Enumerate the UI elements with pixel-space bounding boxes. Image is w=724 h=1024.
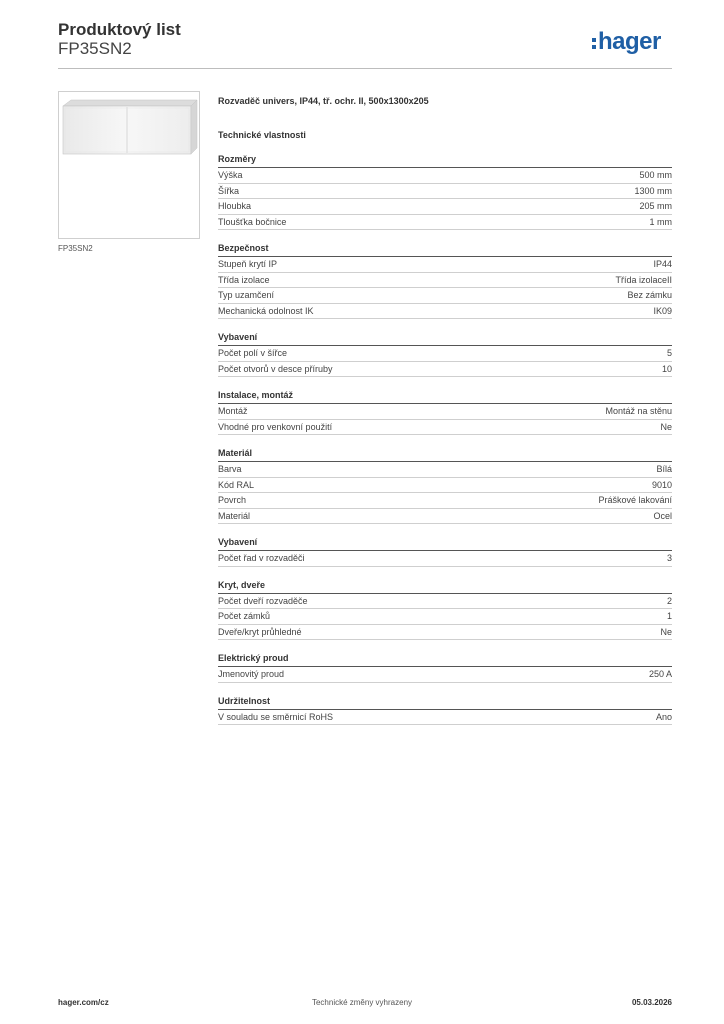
spec-row <box>218 478 672 494</box>
spec-value: 1300 mm <box>634 185 672 196</box>
spec-label: Povrch <box>218 495 247 506</box>
footer-website-link[interactable]: hager.com/cz <box>58 998 109 1007</box>
product-image <box>58 91 200 239</box>
spec-label: Počet otvorů v desce příruby <box>218 363 333 374</box>
spec-row <box>218 199 672 215</box>
spec-value: Ne <box>660 421 672 432</box>
spec-value: 205 mm <box>639 201 672 212</box>
spec-row <box>218 594 672 610</box>
spec-row <box>218 710 672 726</box>
spec-value: Bílá <box>656 464 672 475</box>
spec-row <box>218 667 672 683</box>
spec-value: Třída izolaceII <box>615 274 672 285</box>
section-title: Vybavení <box>218 331 672 346</box>
spec-row <box>218 493 672 509</box>
spec-row <box>218 346 672 362</box>
spec-label: Výška <box>218 170 243 181</box>
spec-label: Počet polí v šířce <box>218 348 288 359</box>
section-title: Rozměry <box>218 153 672 168</box>
spec-label: Tloušťka bočnice <box>218 216 287 227</box>
product-code: FP35SN2 <box>58 39 132 58</box>
section-title: Materiál <box>218 447 672 462</box>
spec-label: V souladu se směrnicí RoHS <box>218 711 334 722</box>
spec-row <box>218 551 672 567</box>
image-caption: FP35SN2 <box>58 244 93 253</box>
spec-sections <box>218 153 672 725</box>
product-description: Rozvaděč univers, IP44, tř. ochr. II, 500x1300x205 <box>218 96 429 106</box>
spec-label: Počet řad v rozvaděči <box>218 553 305 564</box>
spec-label: Stupeň krytí IP <box>218 259 278 270</box>
spec-label: Hloubka <box>218 201 252 212</box>
spec-row <box>218 288 672 304</box>
spec-row <box>218 184 672 200</box>
hager-logo[interactable] <box>592 28 661 56</box>
spec-label: Třída izolace <box>218 274 270 285</box>
section-title: Kryt, dveře <box>218 579 672 594</box>
spec-row <box>218 168 672 184</box>
spec-value: Ocel <box>653 510 672 521</box>
spec-row <box>218 304 672 320</box>
spec-label: Šířka <box>218 185 240 196</box>
spec-label: Kód RAL <box>218 479 255 490</box>
spec-value: IP44 <box>653 259 672 270</box>
spec-content <box>218 95 672 725</box>
spec-row <box>218 404 672 420</box>
spec-row <box>218 420 672 436</box>
spec-label: Typ uzamčení <box>218 290 275 301</box>
spec-value: Práškové lakování <box>598 495 672 506</box>
spec-value: Montáž na stěnu <box>605 406 672 417</box>
spec-value: Bez zámku <box>627 290 672 301</box>
spec-label: Dveře/kryt průhledné <box>218 626 302 637</box>
section-title: Udržitelnost <box>218 695 672 710</box>
spec-label: Počet dveří rozvaděče <box>218 595 308 606</box>
header-divider <box>58 68 672 69</box>
spec-label: Barva <box>218 464 242 475</box>
spec-value: Ano <box>655 711 672 722</box>
section-title: Bezpečnost <box>218 242 672 257</box>
spec-value: 2 <box>666 595 672 606</box>
spec-value: 1 mm <box>649 216 672 227</box>
spec-value: 10 <box>661 363 672 374</box>
page-title: Produktový list <box>58 20 181 39</box>
spec-value: 5 <box>666 348 672 359</box>
spec-value: Ne <box>660 626 672 637</box>
spec-label: Materiál <box>218 510 251 521</box>
section-title: Vybavení <box>218 536 672 551</box>
spec-value: IK09 <box>653 305 672 316</box>
spec-row <box>218 509 672 525</box>
spec-row <box>218 625 672 641</box>
technical-title: Technické vlastnosti <box>218 130 306 140</box>
spec-label: Vhodné pro venkovní použití <box>218 421 333 432</box>
footer-date: 05.03.2026 <box>631 998 672 1007</box>
spec-value: 500 mm <box>639 170 672 181</box>
spec-value: 9010 <box>651 479 672 490</box>
spec-value: 3 <box>666 553 672 564</box>
spec-row <box>218 609 672 625</box>
spec-label: Mechanická odolnost IK <box>218 305 314 316</box>
spec-row <box>218 362 672 378</box>
spec-label: Počet zámků <box>218 611 271 622</box>
spec-row <box>218 215 672 231</box>
spec-value: 250 A <box>648 669 672 680</box>
spec-row <box>218 273 672 289</box>
spec-value: 1 <box>666 611 672 622</box>
footer-note: Technické změny vyhrazeny <box>311 998 413 1007</box>
logo-dots-icon <box>592 38 596 49</box>
spec-label: Jmenovitý proud <box>218 669 285 680</box>
spec-label: Montáž <box>218 406 248 417</box>
spec-row <box>218 257 672 273</box>
spec-row <box>218 462 672 478</box>
section-title: Instalace, montáž <box>218 389 672 404</box>
enclosure-illustration-icon <box>59 92 199 238</box>
logo-text: hager <box>598 28 661 55</box>
section-title: Elektrický proud <box>218 652 672 667</box>
